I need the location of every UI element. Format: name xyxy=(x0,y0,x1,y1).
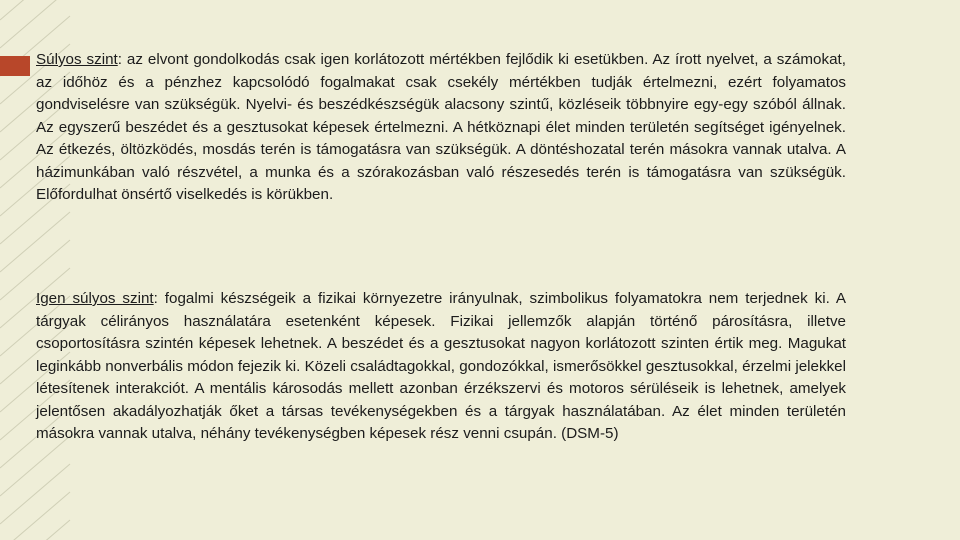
paragraph-severe-level-text: : az elvont gondolkodás csak igen korlátozott mértékben fejlődik ki esetükben. Az írott nyelvet, a számokat, az időhöz és a pénzhez kapcsolódó fogalmakat csak csekély mértékben tudják értelmezni, ezért folyamatos gondviselésre van szükségük. Nyelvi- és beszédkészségük alacsony szintű, közléseik többnyire egy-egy szóból állnak. Az egyszerű beszédet és a gesztusokat képesek értelmezni. A hétköznapi élet minden területén segítséget igényelnek. Az étkezés, öltözködés, mosdás terén is támogatásra van szükségük. A döntéshozatal terén másokra vannak utalva. A házimunkában való részvétel, a munka és a szórakozásban való részesedés terén is támogatásra van szükségük. Előfordulhat önsértő viselkedés is körükben. xyxy=(36,51,846,203)
decorative-line xyxy=(0,0,70,20)
term-profound-level: Igen súlyos szint xyxy=(36,290,154,307)
paragraph-severe-level xyxy=(36,49,846,207)
decorative-line xyxy=(0,464,70,524)
accent-bar xyxy=(0,56,30,76)
paragraph-profound-level xyxy=(36,288,846,446)
paragraph-profound-level-text: : fogalmi készségeik a fizikai környezetre irányulnak, szimbolikus folyamatokra nem terjednek ki. A tárgyak célirányos használatára esetenként képesek. Fizikai jellemzők alapján történő párosításra, illetve csoportosításra szintén képesek lehetnek. A beszédet és a gesztusokat nagyon korlátozott szinten értik meg. Magukat leginkább nonverbális módon fejezik ki. Közeli családtagokkal, gondozókkal, ismerősökkel gesztusokkal, érzelmi jelekkel létesítenek interakciót. A mentális károsodás mellett azonban érzékszervi és motoros sérüléseik is lehetnek, amelyek jelentősen akadályozhatják őket a társas tevékenységekben és a tárgyak használatában. Az élet minden területén másokra vannak utalva, néhány tevékenységben képesek rész venni csupán. (DSM-5) xyxy=(36,290,846,442)
decorative-line xyxy=(0,0,70,48)
decorative-line xyxy=(0,492,70,540)
decorative-line xyxy=(0,520,70,540)
decorative-line xyxy=(0,212,70,272)
term-severe-level: Súlyos szint xyxy=(36,51,118,68)
